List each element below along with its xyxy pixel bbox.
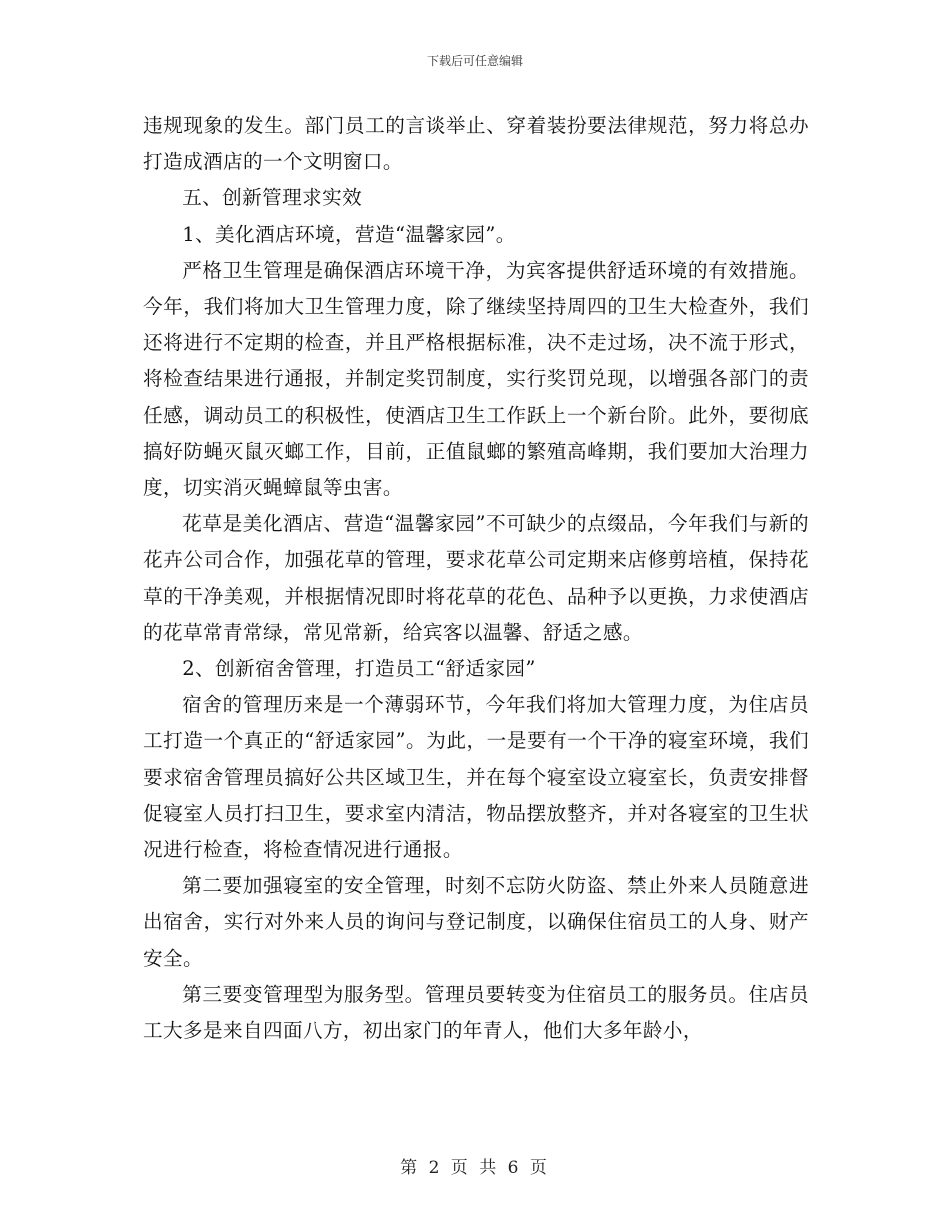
paragraph-1: 违规现象的发生。部门员工的言谈举止、穿着装扮要法律规范，努力将总办打造成酒店的一个文明窗口。 <box>143 114 809 174</box>
subheading-1: 1、美化酒店环境，营造“温馨家园”。 <box>182 222 516 246</box>
paragraph-safety: 第二要加强寝室的安全管理，时刻不忘防火防盗、禁止外来人员随意进出宿舍，实行对外来人员的询问与登记制度，以确保住宿员工的人身、财产安全。 <box>143 874 809 970</box>
page-footer: 第 2 页 共 6 页 <box>400 1158 550 1178</box>
section-heading-five: 五、创新管理求实效 <box>182 186 363 210</box>
paragraph-dormitory: 宿舍的管理历来是一个薄弱环节，今年我们将加大管理力度，为住店员工打造一个真正的“舒适家园”。为此，一是要有一个干净的寝室环境，我们要求宿舍管理员搞好公共区域卫生，并在每个寝室设立寝室长，负责安排督促寝室人员打扫卫生，要求室内清洁，物品摆放整齐，并对各寝室的卫生状况进行检查，将检查情况进行通报。 <box>143 693 809 862</box>
document-body <box>143 108 809 1049</box>
paragraph-hygiene: 严格卫生管理是确保酒店环境干净，为宾客提供舒适环境的有效措施。今年，我们将加大卫生管理力度，除了继续坚持周四的卫生大检查外，我们还将进行不定期的检查，并且严格根据标准，决不走过场，决不流于形式，将检查结果进行通报，并制定奖罚制度，实行奖罚兑现，以增强各部门的责任感，调动员工的积极性，使酒店卫生工作跃上一个新台阶。此外，要彻底搞好防蝇灭鼠灭螂工作，目前，正值鼠螂的繁殖高峰期，我们要加大治理力度，切实消灭蝇蟑鼠等虫害。 <box>143 258 809 500</box>
page-header: 下载后可任意编辑 <box>426 54 523 68</box>
paragraph-flowers: 花草是美化酒店、营造“温馨家园”不可缺少的点缀品，今年我们与新的花卉公司合作，加强花草的管理，要求花草公司定期来店修剪培植，保持花草的干净美观，并根据情况即时将花草的花色、品种予以更换，力求使酒店的花草常青常绿，常见常新，给宾客以温馨、舒适之感。 <box>143 512 809 644</box>
subheading-2: 2、创新宿舍管理，打造员工“舒适家园” <box>182 657 536 681</box>
paragraph-service: 第三要变管理型为服务型。管理员要转变为住宿员工的服务员。住店员工大多是来自四面八方，初出家门的年青人，他们大多年龄小， <box>143 982 809 1043</box>
